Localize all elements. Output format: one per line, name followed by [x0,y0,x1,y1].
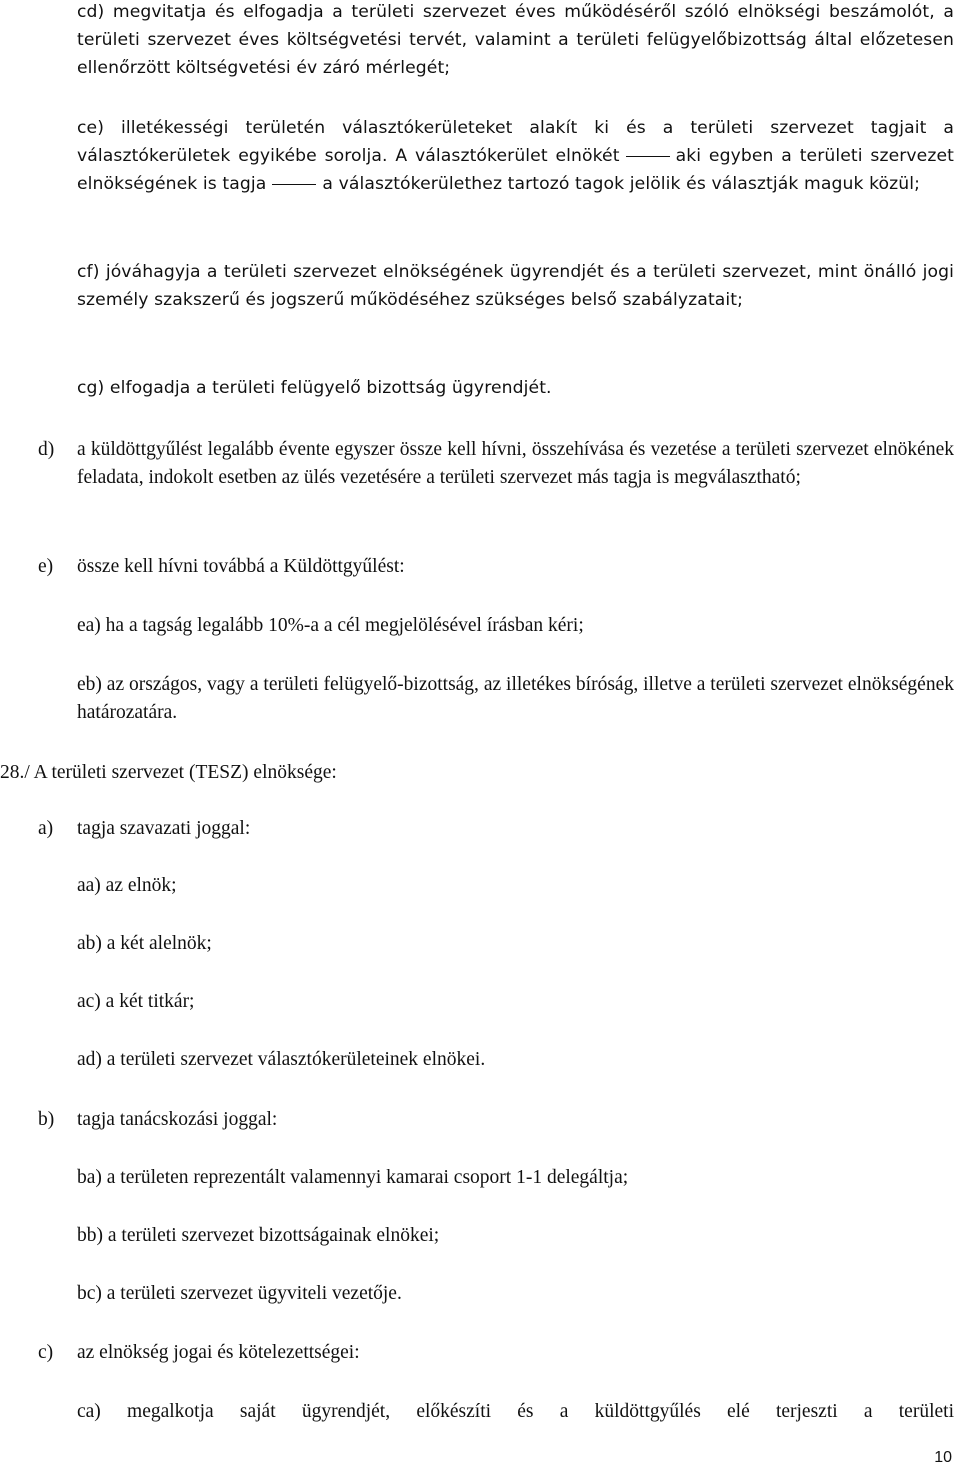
item-e-text: össze kell hívni továbbá a Küldöttgyűlést: [77,556,405,577]
item-d-label: d) [38,439,55,460]
paragraph-ce-part3: a választókerülethez tartozó tagok jelölik és választják maguk közül; [322,174,921,194]
item-ac: ac) a két titkár; [77,991,195,1012]
item-e-label: e) [38,556,54,577]
item-b-label: b) [38,1109,55,1130]
item-c-label: c) [38,1342,54,1363]
paragraph-cd: cd) megvitatja és elfogadja a területi szervezet éves működéséről szóló elnökségi beszámolót, a területi szervezet éves költségvetési tervét, valamint a területi felügyelőbizottság által előzetesen ellenőrzött költségvetési év záró mérlegét; [77,2,954,78]
item-a-label: a) [38,818,54,839]
page-number: 10 [934,1449,952,1466]
item-ad: ad) a területi szervezet választókerületeinek elnökei. [77,1049,486,1070]
em-dash [272,184,316,185]
section-28-heading: 28./ A területi szervezet (TESZ) elnöksége: [0,762,337,783]
item-ba: ba) a területen reprezentált valamennyi kamarai csoport 1-1 delegáltja; [77,1167,629,1188]
item-ab: ab) a két alelnök; [77,933,212,954]
item-ca: ca) megalkotja saját ügyrendjét, előkészíti és a küldöttgyűlés elé terjeszti a területi [77,1401,954,1422]
paragraph-ce-part1: ce) illetékességi területén választókerületeket alakít ki és a területi szervezet tagjait a választókerületek egyikébe sorolja. A választókerület elnökét [77,118,954,166]
item-d-text: a küldöttgyűlést legalább évente egyszer össze kell hívni, összehívása és vezetése a területi szervezet elnökének feladata, indokolt esetben az ülés vezetésére a területi szervezet más tagja is megválasztható; [77,439,954,488]
item-b-text: tagja tanácskozási joggal: [77,1109,278,1130]
paragraph-cf: cf) jóváhagyja a területi szervezet elnökségének ügyrendjét és a területi szervezet, mint önálló jogi személy szakszerű és jogszerű működéséhez szükséges belső szabályzatait; [77,262,954,310]
item-bc: bc) a területi szervezet ügyviteli vezetője. [77,1283,402,1304]
item-a-text: tagja szavazati joggal: [77,818,251,839]
paragraph-ce-part2: aki egyben a területi szervezet elnökségének is tagja [77,146,954,194]
item-bb: bb) a területi szervezet bizottságainak elnökei; [77,1225,440,1246]
item-eb: eb) az országos, vagy a területi felügyelő-bizottság, az illetékes bíróság, illetve a területi szervezet elnökségének határozatára. [77,674,954,723]
em-dash [626,156,670,157]
item-ea: ea) ha a tagság legalább 10%-a a cél megjelölésével írásban kéri; [77,615,584,636]
item-aa: aa) az elnök; [77,875,177,896]
paragraph-cg: cg) elfogadja a területi felügyelő bizottság ügyrendjét. [77,378,552,398]
paragraph-ce [77,114,954,198]
item-c-text: az elnökség jogai és kötelezettségei: [77,1342,360,1363]
